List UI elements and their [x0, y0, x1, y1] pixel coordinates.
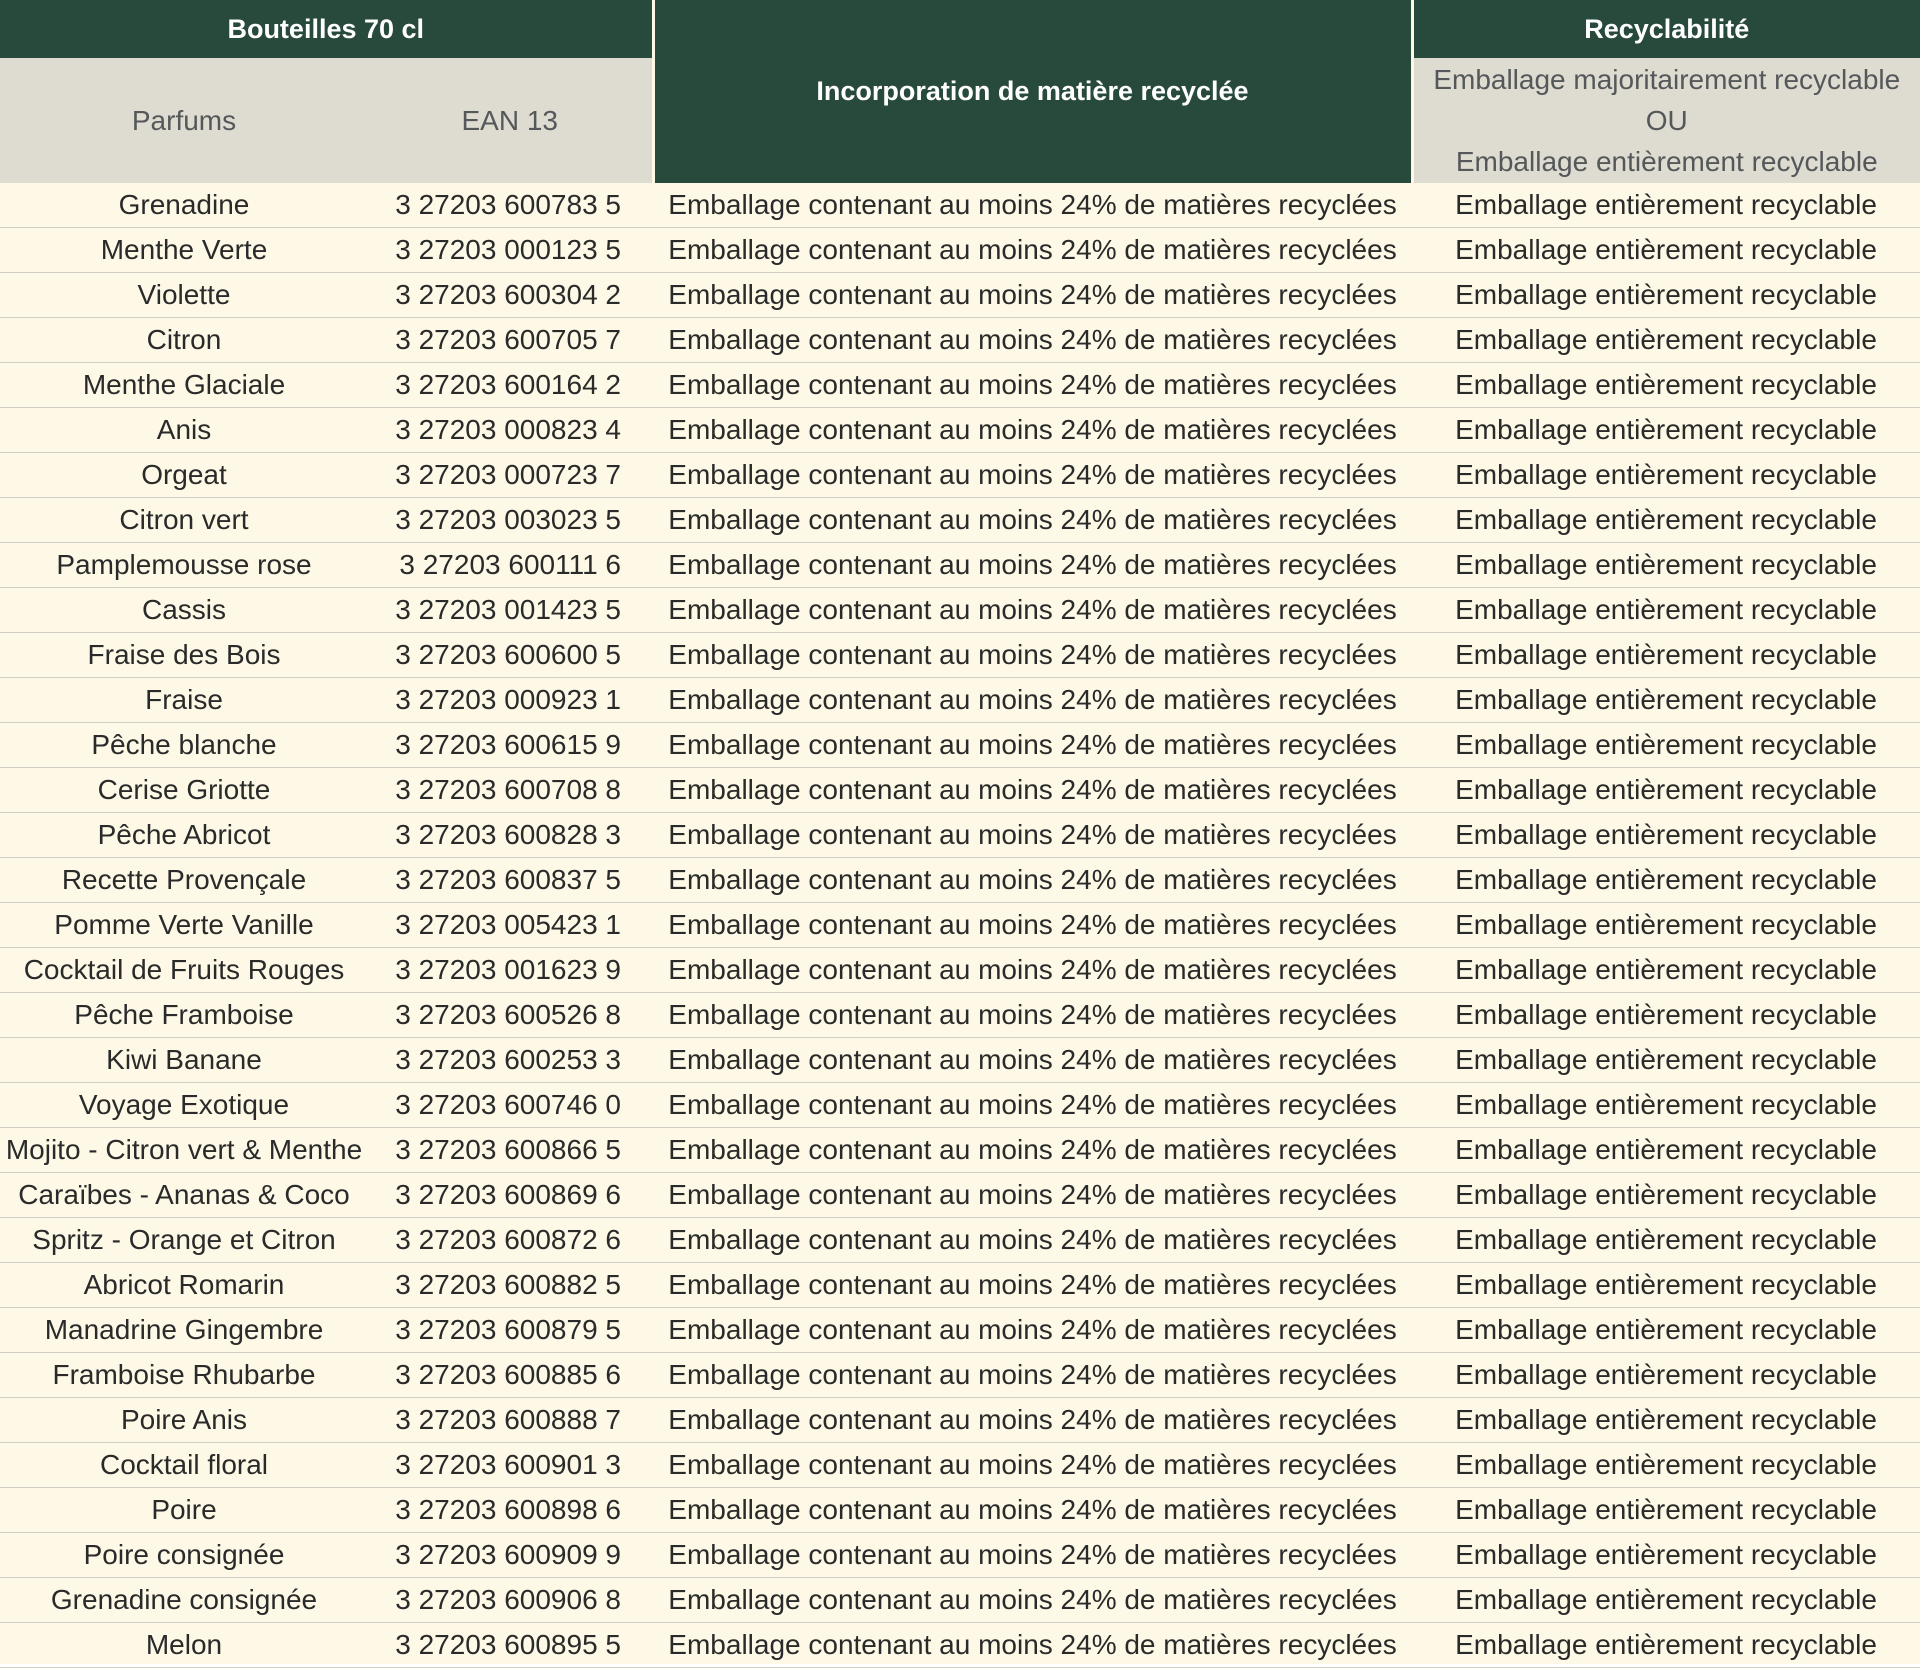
ean-cell: 3 27203 003023 5 [368, 498, 653, 543]
parfum-cell: Grenadine [0, 183, 368, 228]
recy-option-entiere: Emballage entièrement recyclable [1414, 141, 1920, 182]
incorporation-cell: Emballage contenant au moins 24% de matières recyclées [653, 453, 1412, 498]
table-row [0, 1398, 1920, 1443]
table-row [0, 813, 1920, 858]
recyclabilite-cell: Emballage entièrement recyclable [1412, 858, 1920, 903]
ean-cell: 3 27203 600828 3 [368, 813, 653, 858]
recyclabilite-cell: Emballage entièrement recyclable [1412, 948, 1920, 993]
recyclabilite-cell: Emballage entièrement recyclable [1412, 453, 1920, 498]
parfum-cell: Poire Anis [0, 1398, 368, 1443]
parfum-cell: Melon [0, 1623, 368, 1668]
ean-cell: 3 27203 600837 5 [368, 858, 653, 903]
recyclabilite-cell: Emballage entièrement recyclable [1412, 1038, 1920, 1083]
parfum-cell: Fraise [0, 678, 368, 723]
incorporation-cell: Emballage contenant au moins 24% de matières recyclées [653, 408, 1412, 453]
ean-cell: 3 27203 600909 9 [368, 1533, 653, 1578]
recyclabilite-cell: Emballage entièrement recyclable [1412, 408, 1920, 453]
incorporation-cell: Emballage contenant au moins 24% de matières recyclées [653, 993, 1412, 1038]
table-row [0, 678, 1920, 723]
ean-cell: 3 27203 600898 6 [368, 1488, 653, 1533]
table-row [0, 1488, 1920, 1533]
parfum-cell: Framboise Rhubarbe [0, 1353, 368, 1398]
parfum-cell: Cocktail floral [0, 1443, 368, 1488]
recyclability-subheader [1412, 58, 1920, 183]
ean-cell: 3 27203 600526 8 [368, 993, 653, 1038]
recyclabilite-cell: Emballage entièrement recyclable [1412, 903, 1920, 948]
incorporation-cell: Emballage contenant au moins 24% de matières recyclées [653, 273, 1412, 318]
recyclabilite-cell: Emballage entièrement recyclable [1412, 318, 1920, 363]
recyclability-header: Recyclabilité [1412, 0, 1920, 58]
table-body [0, 183, 1920, 1668]
table-row [0, 1263, 1920, 1308]
incorporation-header: Incorporation de matière recyclée [653, 0, 1412, 183]
ean-cell: 3 27203 600879 5 [368, 1308, 653, 1353]
recyclabilite-cell: Emballage entièrement recyclable [1412, 1308, 1920, 1353]
table-row [0, 1353, 1920, 1398]
incorporation-cell: Emballage contenant au moins 24% de matières recyclées [653, 1443, 1412, 1488]
recyclabilite-cell: Emballage entièrement recyclable [1412, 363, 1920, 408]
ean-cell: 3 27203 600866 5 [368, 1128, 653, 1173]
incorporation-cell: Emballage contenant au moins 24% de matières recyclées [653, 723, 1412, 768]
recyclabilite-cell: Emballage entièrement recyclable [1412, 1353, 1920, 1398]
recyclabilite-cell: Emballage entièrement recyclable [1412, 723, 1920, 768]
incorporation-cell: Emballage contenant au moins 24% de matières recyclées [653, 1173, 1412, 1218]
table-row [0, 543, 1920, 588]
incorporation-cell: Emballage contenant au moins 24% de matières recyclées [653, 1263, 1412, 1308]
table-row [0, 723, 1920, 768]
recy-option-majoritaire: Emballage majoritairement recyclable [1414, 59, 1920, 100]
incorporation-cell: Emballage contenant au moins 24% de matières recyclées [653, 363, 1412, 408]
parfum-cell: Citron vert [0, 498, 368, 543]
parfum-cell: Abricot Romarin [0, 1263, 368, 1308]
table-row [0, 1173, 1920, 1218]
recy-option-ou: OU [1414, 100, 1920, 141]
parfum-cell: Grenadine consignée [0, 1578, 368, 1623]
table-row [0, 1083, 1920, 1128]
ean-cell: 3 27203 001423 5 [368, 588, 653, 633]
incorporation-cell: Emballage contenant au moins 24% de matières recyclées [653, 1353, 1412, 1398]
table-row [0, 1533, 1920, 1578]
incorporation-cell: Emballage contenant au moins 24% de matières recyclées [653, 588, 1412, 633]
incorporation-cell: Emballage contenant au moins 24% de matières recyclées [653, 633, 1412, 678]
ean-cell: 3 27203 001623 9 [368, 948, 653, 993]
recyclabilite-cell: Emballage entièrement recyclable [1412, 183, 1920, 228]
table-row [0, 768, 1920, 813]
table-row [0, 948, 1920, 993]
parfum-cell: Menthe Glaciale [0, 363, 368, 408]
ean-cell: 3 27203 600615 9 [368, 723, 653, 768]
incorporation-cell: Emballage contenant au moins 24% de matières recyclées [653, 183, 1412, 228]
recyclabilite-cell: Emballage entièrement recyclable [1412, 273, 1920, 318]
ean-cell: 3 27203 600304 2 [368, 273, 653, 318]
incorporation-cell: Emballage contenant au moins 24% de matières recyclées [653, 1488, 1412, 1533]
recyclabilite-cell: Emballage entièrement recyclable [1412, 768, 1920, 813]
table-row [0, 498, 1920, 543]
table-row [0, 588, 1920, 633]
recyclabilite-cell: Emballage entièrement recyclable [1412, 1083, 1920, 1128]
recyclabilite-cell: Emballage entièrement recyclable [1412, 498, 1920, 543]
recyclabilite-cell: Emballage entièrement recyclable [1412, 1263, 1920, 1308]
ean-cell: 3 27203 000823 4 [368, 408, 653, 453]
ean-cell: 3 27203 000723 7 [368, 453, 653, 498]
recyclabilite-cell: Emballage entièrement recyclable [1412, 588, 1920, 633]
parfum-cell: Citron [0, 318, 368, 363]
parfum-cell: Cerise Griotte [0, 768, 368, 813]
parfum-cell: Violette [0, 273, 368, 318]
table-row [0, 408, 1920, 453]
parfum-cell: Pêche blanche [0, 723, 368, 768]
incorporation-cell: Emballage contenant au moins 24% de matières recyclées [653, 1623, 1412, 1668]
recyclabilite-cell: Emballage entièrement recyclable [1412, 228, 1920, 273]
incorporation-cell: Emballage contenant au moins 24% de matières recyclées [653, 1083, 1412, 1128]
incorporation-cell: Emballage contenant au moins 24% de matières recyclées [653, 858, 1412, 903]
parfum-cell: Pomme Verte Vanille [0, 903, 368, 948]
ean-cell: 3 27203 600111 6 [368, 543, 653, 588]
recyclabilite-cell: Emballage entièrement recyclable [1412, 633, 1920, 678]
ean-cell: 3 27203 600895 5 [368, 1623, 653, 1668]
parfums-column-header: Parfums [0, 58, 368, 183]
ean-cell: 3 27203 600708 8 [368, 768, 653, 813]
parfum-cell: Orgeat [0, 453, 368, 498]
recyclabilite-cell: Emballage entièrement recyclable [1412, 1488, 1920, 1533]
incorporation-cell: Emballage contenant au moins 24% de matières recyclées [653, 903, 1412, 948]
recyclabilite-cell: Emballage entièrement recyclable [1412, 678, 1920, 723]
incorporation-cell: Emballage contenant au moins 24% de matières recyclées [653, 678, 1412, 723]
recyclabilite-cell: Emballage entièrement recyclable [1412, 1533, 1920, 1578]
table-row [0, 453, 1920, 498]
ean-cell: 3 27203 600783 5 [368, 183, 653, 228]
parfum-cell: Anis [0, 408, 368, 453]
table-row [0, 363, 1920, 408]
recyclabilite-cell: Emballage entièrement recyclable [1412, 1443, 1920, 1488]
bottles-group-header: Bouteilles 70 cl [0, 0, 653, 58]
parfum-cell: Poire [0, 1488, 368, 1533]
ean-cell: 3 27203 600885 6 [368, 1353, 653, 1398]
recyclabilite-cell: Emballage entièrement recyclable [1412, 1578, 1920, 1623]
incorporation-cell: Emballage contenant au moins 24% de matières recyclées [653, 1128, 1412, 1173]
parfum-cell: Cocktail de Fruits Rouges [0, 948, 368, 993]
ean-cell: 3 27203 600888 7 [368, 1398, 653, 1443]
incorporation-cell: Emballage contenant au moins 24% de matières recyclées [653, 813, 1412, 858]
incorporation-cell: Emballage contenant au moins 24% de matières recyclées [653, 1308, 1412, 1353]
ean-cell: 3 27203 005423 1 [368, 903, 653, 948]
ean-cell: 3 27203 600901 3 [368, 1443, 653, 1488]
ean-cell: 3 27203 600872 6 [368, 1218, 653, 1263]
parfum-cell: Voyage Exotique [0, 1083, 368, 1128]
parfum-cell: Recette Provençale [0, 858, 368, 903]
ean-cell: 3 27203 600253 3 [368, 1038, 653, 1083]
table-row [0, 1623, 1920, 1668]
table-row [0, 1128, 1920, 1173]
ean-column-header: EAN 13 [368, 58, 653, 183]
incorporation-cell: Emballage contenant au moins 24% de matières recyclées [653, 1218, 1412, 1263]
ean-cell: 3 27203 000123 5 [368, 228, 653, 273]
parfum-cell: Fraise des Bois [0, 633, 368, 678]
table-row [0, 228, 1920, 273]
table-row [0, 183, 1920, 228]
table-row [0, 1443, 1920, 1488]
ean-cell: 3 27203 600746 0 [368, 1083, 653, 1128]
incorporation-cell: Emballage contenant au moins 24% de matières recyclées [653, 498, 1412, 543]
incorporation-cell: Emballage contenant au moins 24% de matières recyclées [653, 228, 1412, 273]
parfum-cell: Menthe Verte [0, 228, 368, 273]
incorporation-cell: Emballage contenant au moins 24% de matières recyclées [653, 318, 1412, 363]
table-row [0, 1218, 1920, 1263]
table-row [0, 318, 1920, 363]
incorporation-cell: Emballage contenant au moins 24% de matières recyclées [653, 1398, 1412, 1443]
ean-cell: 3 27203 600869 6 [368, 1173, 653, 1218]
recyclabilite-cell: Emballage entièrement recyclable [1412, 1398, 1920, 1443]
parfum-cell: Mojito - Citron vert & Menthe [0, 1128, 368, 1173]
table-row [0, 1578, 1920, 1623]
ean-cell: 3 27203 600164 2 [368, 363, 653, 408]
recyclabilite-cell: Emballage entièrement recyclable [1412, 543, 1920, 588]
table-row [0, 633, 1920, 678]
ean-cell: 3 27203 600705 7 [368, 318, 653, 363]
incorporation-cell: Emballage contenant au moins 24% de matières recyclées [653, 1578, 1412, 1623]
ean-cell: 3 27203 600882 5 [368, 1263, 653, 1308]
table-row [0, 1038, 1920, 1083]
parfum-cell: Pamplemousse rose [0, 543, 368, 588]
parfum-cell: Pêche Abricot [0, 813, 368, 858]
table-row [0, 1308, 1920, 1353]
table-header [0, 0, 1920, 183]
ean-cell: 3 27203 600906 8 [368, 1578, 653, 1623]
incorporation-cell: Emballage contenant au moins 24% de matières recyclées [653, 948, 1412, 993]
incorporation-cell: Emballage contenant au moins 24% de matières recyclées [653, 768, 1412, 813]
parfum-cell: Pêche Framboise [0, 993, 368, 1038]
table-row [0, 903, 1920, 948]
ean-cell: 3 27203 000923 1 [368, 678, 653, 723]
incorporation-cell: Emballage contenant au moins 24% de matières recyclées [653, 543, 1412, 588]
parfum-cell: Spritz - Orange et Citron [0, 1218, 368, 1263]
parfum-cell: Kiwi Banane [0, 1038, 368, 1083]
parfum-cell: Poire consignée [0, 1533, 368, 1578]
ean-cell: 3 27203 600600 5 [368, 633, 653, 678]
parfum-cell: Manadrine Gingembre [0, 1308, 368, 1353]
parfum-cell: Caraïbes - Ananas & Coco [0, 1173, 368, 1218]
parfum-cell: Cassis [0, 588, 368, 633]
recyclabilite-cell: Emballage entièrement recyclable [1412, 813, 1920, 858]
recyclabilite-cell: Emballage entièrement recyclable [1412, 993, 1920, 1038]
table-row [0, 273, 1920, 318]
incorporation-cell: Emballage contenant au moins 24% de matières recyclées [653, 1038, 1412, 1083]
table-row [0, 858, 1920, 903]
recyclabilite-cell: Emballage entièrement recyclable [1412, 1173, 1920, 1218]
recyclabilite-cell: Emballage entièrement recyclable [1412, 1128, 1920, 1173]
recyclabilite-cell: Emballage entièrement recyclable [1412, 1218, 1920, 1263]
recyclabilite-cell: Emballage entièrement recyclable [1412, 1623, 1920, 1668]
incorporation-cell: Emballage contenant au moins 24% de matières recyclées [653, 1533, 1412, 1578]
table-row [0, 993, 1920, 1038]
